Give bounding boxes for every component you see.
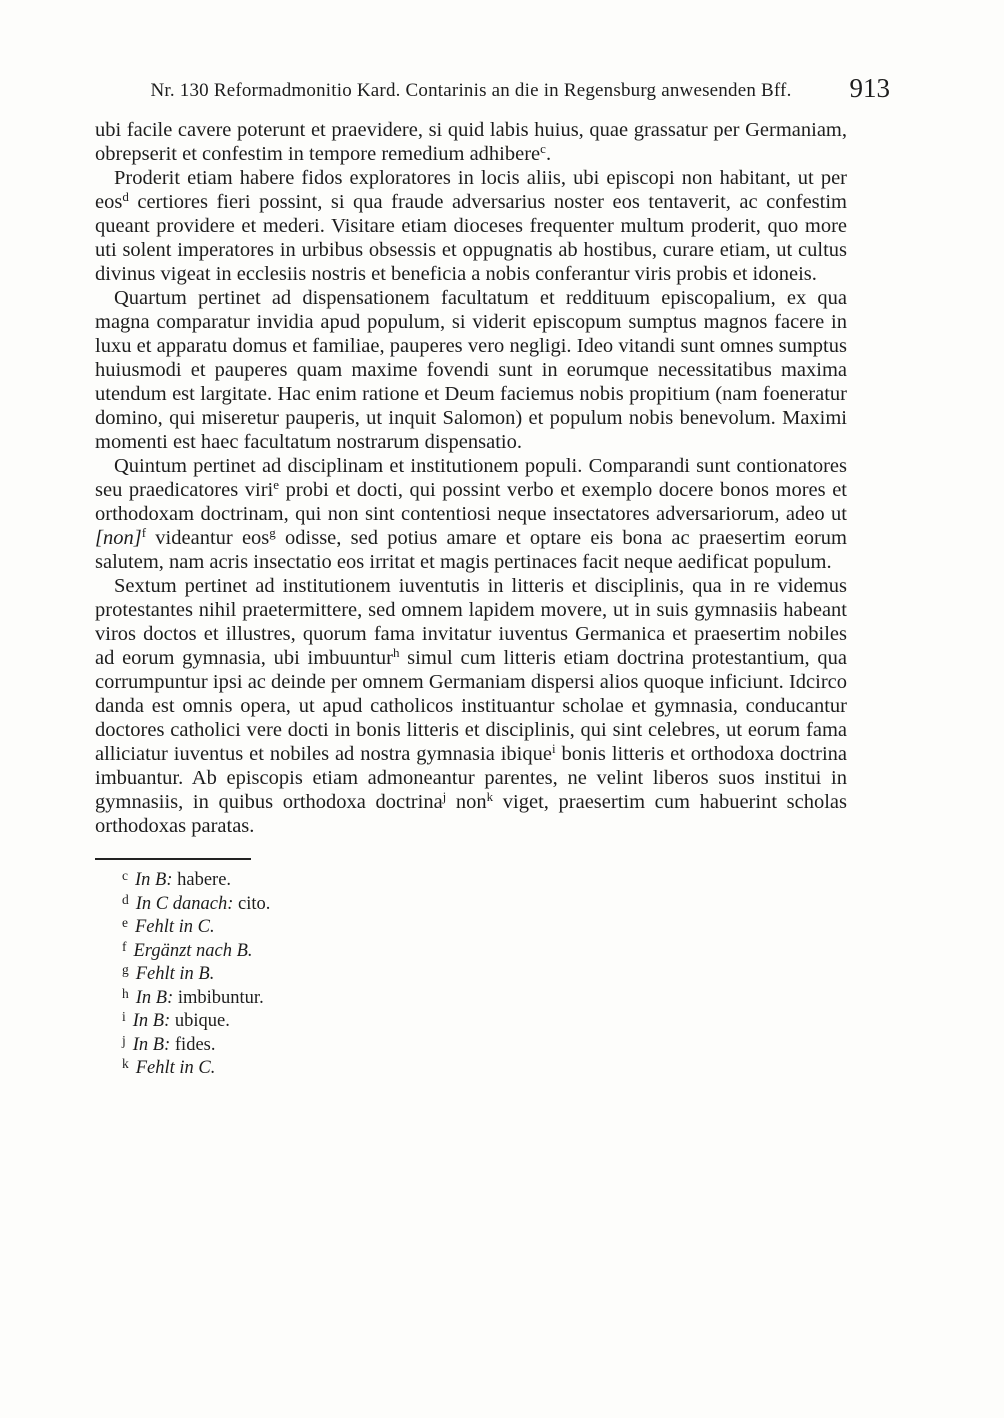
footnote-apparatus-text: Ergänzt nach B. xyxy=(133,940,253,961)
footnote-reference: c xyxy=(540,141,546,156)
footnote-marker: g xyxy=(122,962,129,977)
footnote-apparatus-text: In B: xyxy=(132,1034,171,1055)
footnote-apparatus-text: In B: xyxy=(132,1011,171,1031)
footnote-apparatus-text: In B: xyxy=(135,987,174,1008)
footnote-marker: d xyxy=(122,891,129,907)
footnote-apparatus-text: In C danach: xyxy=(135,893,234,914)
footnote-item xyxy=(95,916,847,940)
footnote-apparatus-text: Fehlt in C. xyxy=(135,917,215,937)
paragraph: Sextum pertinet ad institutionem iuventutis in litteris et disciplinis, qua in re videmus protestantes nihil praetermittere, sed omnem lapidem movere, ut in suis gymnasiis habeant viros doctos et illustres, quorum fama invitatur iuventus Germanica et praesertim nobiles ad eorum gymnasia, ubi imbuuntur$^h$ simul cum litteris etiam doctrina protestantium, qua corrumpuntur ipsi ac deinde per omnem Germaniam dispersi alios quoque inficiunt. Idcirco danda est omnis opera, ut apud catholicos instituantur scholae et gymnasia, conducantur doctores catholici vere docti in bonis litteris et disciplinis, qui sint celebres, ut eorum fama alliciatur iuventus et nobiles ad nostra gymnasia ibique$^i$ bonis litteris et orthodoxa doctrina imbuantur. Ab episcopis etiam admoneantur parentes, ne velint liberos suos institui in gymnasiis, in quibus orthodoxa doctrina$^j$ non$^k$ viget, praesertim cum habuerint scholas orthodoxas paratas. xyxy=(95,575,848,837)
paragraph: ubi facile cavere poterunt et praevidere, si quid labis huius, quae grassatur per Germaniam, obrepserit et confestim in tempore remedium adhibere$^c$. xyxy=(95,119,847,165)
footnote-reference: d xyxy=(122,189,129,204)
footnote-reference: g xyxy=(269,525,276,540)
footnote-reading: ubique. xyxy=(170,1011,230,1031)
paragraph: Quintum pertinet ad disciplinam et institutionem populi. Comparandi sunt contionatores seu praedicatores viri$^e$ probi et docti, qui possint verbo et exemplo docere bonos mores et orthodoxam doctrinam, qui non sint contentiosi neque insectatores adversariorum, adeo ut [non]$^f$ videantur eos$^g$ odisse, sed potius amare et optare eis bona ac praesertim eorum salutem, nam acris insectatio eos irritat et magis pertinaces facit neque aedificat populum. xyxy=(95,455,848,573)
footnote-item xyxy=(95,869,847,893)
footnote-reference: j xyxy=(442,789,447,804)
main-text xyxy=(95,118,847,838)
footnote-item xyxy=(95,1057,847,1081)
page-number: 913 xyxy=(849,73,890,103)
footnote-list xyxy=(95,869,847,1081)
footnote-item xyxy=(95,1010,847,1034)
footnote-item xyxy=(95,963,847,987)
footnote-marker: f xyxy=(122,938,127,954)
footnote-reading: fides. xyxy=(170,1034,216,1055)
footnote-reading: imbibuntur. xyxy=(173,987,264,1008)
footnote-reference: e xyxy=(273,477,280,492)
footnote-marker: h xyxy=(122,985,129,1001)
footnote-separator xyxy=(95,858,251,860)
paragraph: Quartum pertinet ad dispensationem facultatum et reddituum episcopalium, ex qua magna comparatur invidia apud populum, si viderit episcopum sumptus magnos facere in luxu et apparatu domus et familiae, pauperes vero negligi. Ideo vitandi sunt omnes sumptus huiusmodi et pauperes quam maxime fovendi sunt in eorumque necessitatibus maxima utendum est largitate. Hac enim ratione et Deum faciemus nobis propitium (nam foeneratur domino, qui miseretur pauperis, ut inquit Salomon) et populum nobis benevolum. Maximi momenti est haec facultatum nostrarum dispensatio. xyxy=(95,287,847,453)
footnote-reading: cito. xyxy=(233,893,271,914)
footnote-apparatus-text: Fehlt in C. xyxy=(135,1058,216,1078)
footnote-item xyxy=(95,940,847,964)
page-header xyxy=(95,73,890,104)
footnote-apparatus-text: Fehlt in B. xyxy=(135,964,215,984)
footnote-reference: k xyxy=(486,789,494,804)
footnote-marker: k xyxy=(122,1056,129,1071)
footnotes-section xyxy=(95,858,847,1081)
footnote-apparatus-text: In B: xyxy=(135,870,173,890)
footnote-marker: e xyxy=(122,915,128,930)
footnote-reference: i xyxy=(551,741,556,756)
editorial-insertion: [non] xyxy=(95,527,142,549)
footnote-marker: c xyxy=(122,868,128,883)
footnote-reading: habere. xyxy=(172,870,232,890)
footnote-marker: j xyxy=(122,1032,126,1048)
page-content xyxy=(95,73,890,1081)
paragraph: Proderit etiam habere fidos exploratores in locis aliis, ubi episcopi non habitant, ut per eos$^d$ certiores fieri possint, si qua fraude adversarius noster eos tentaverit, ac confestim queant providere et mederi. Visitare etiam dioceses frequenter multum proderit, quo more uti solent imperatores in urbibus obsessis et oppugnatis ab hostibus, curare etiam, ut cultus divinus vigeat in ecclesiis nostris et beneficia a nobis conferantur viris probis et idoneis. xyxy=(95,167,847,285)
footnote-reference: f xyxy=(141,525,147,540)
footnote-item xyxy=(95,1034,847,1058)
footnote-reference: h xyxy=(392,645,400,660)
running-head: Nr. 130 Reformadmonitio Kard. Contarinis an die in Regensburg anwesenden Bff. xyxy=(150,80,792,101)
footnote-item xyxy=(95,893,847,917)
footnote-marker: i xyxy=(122,1009,126,1024)
footnote-item xyxy=(95,987,847,1011)
